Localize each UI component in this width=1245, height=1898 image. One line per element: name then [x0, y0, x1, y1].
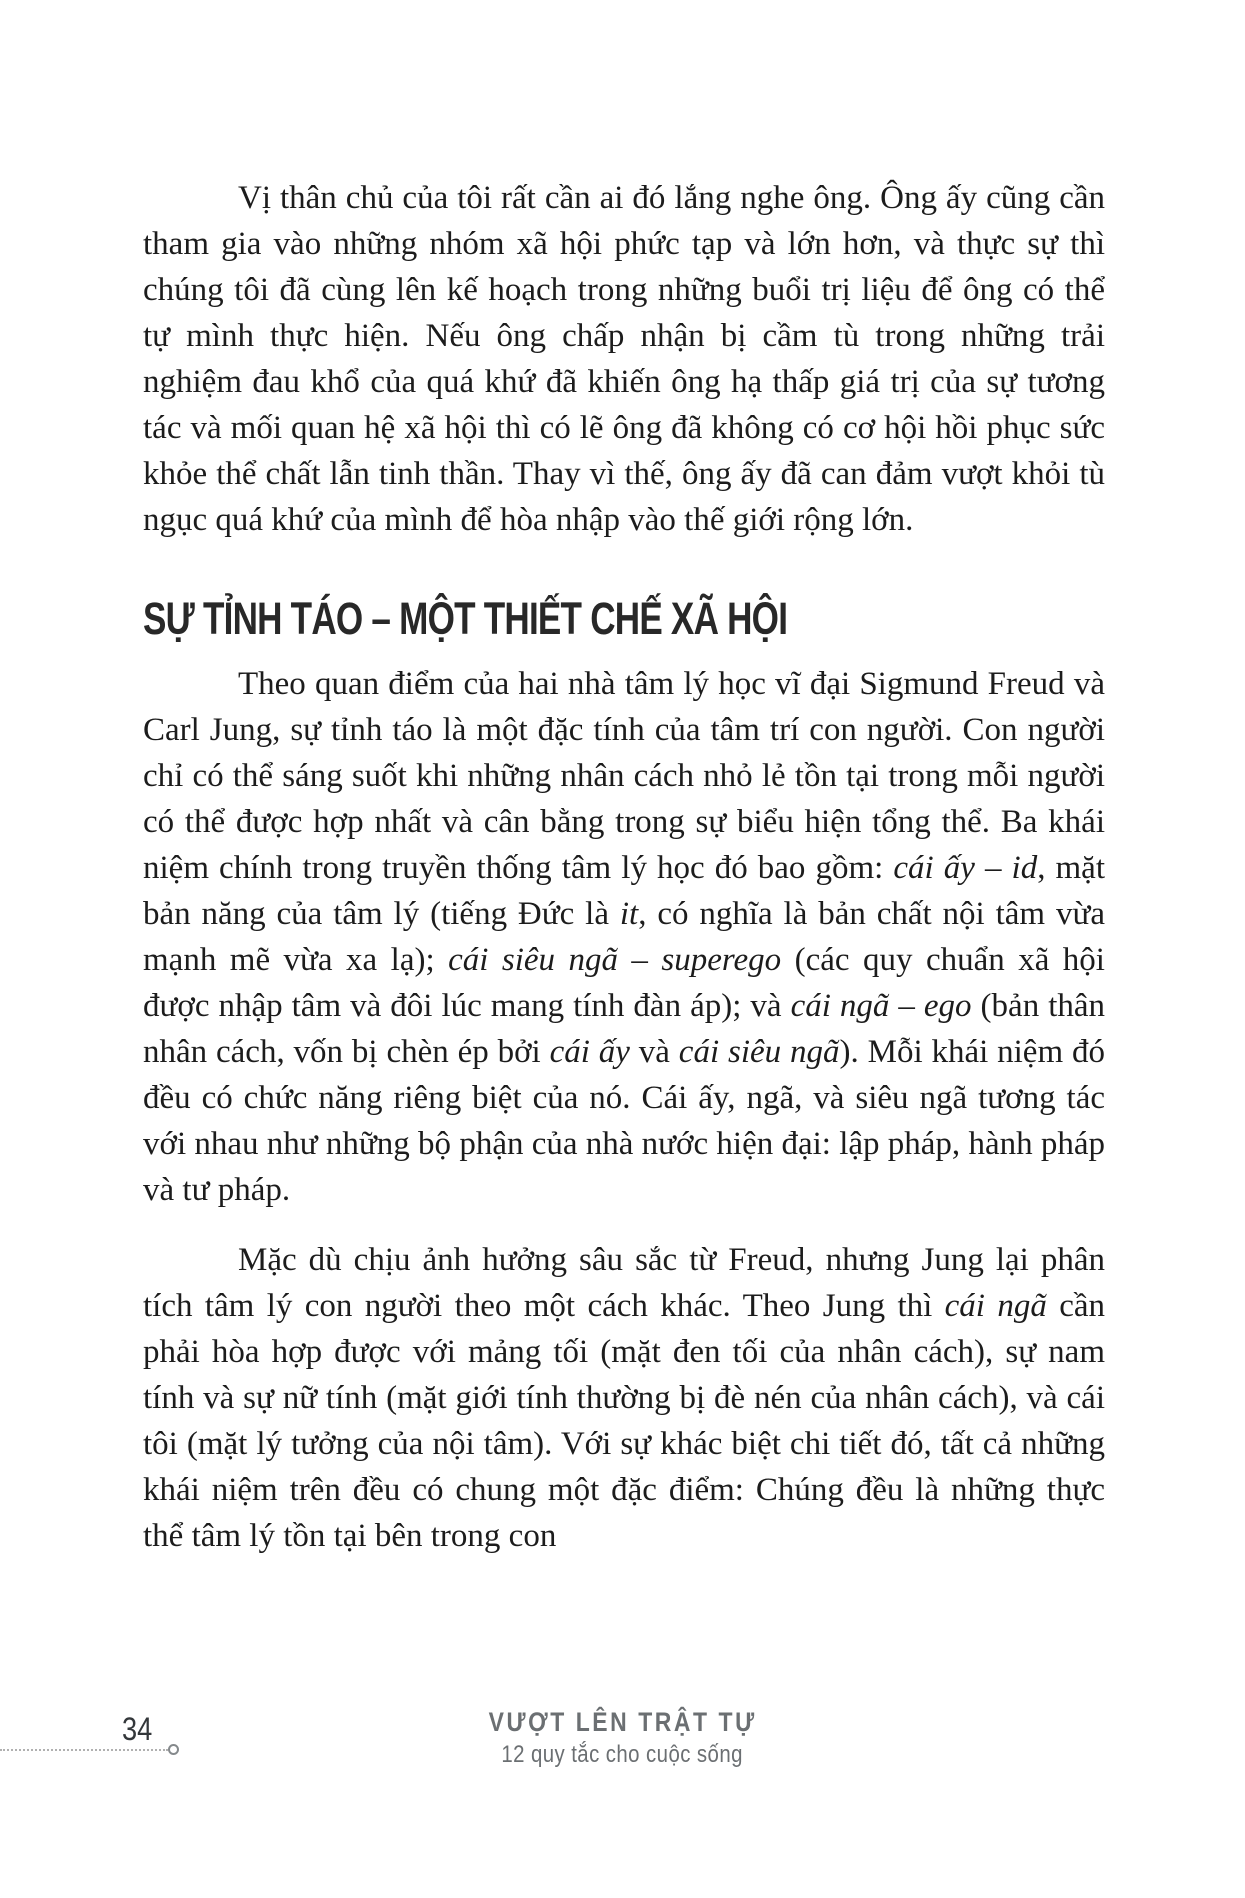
text-run-italic: cái ngã [944, 1288, 1047, 1324]
book-subtitle [0, 1740, 1245, 1770]
page-number: 34 [122, 1711, 153, 1747]
text-run: (các quy chuẩn xã hội được nhập tâm và đôi lúc mang tính đàn áp); và [143, 942, 1105, 1024]
text-run: , mặt bản năng của tâm lý (tiếng Đức là [143, 850, 1105, 932]
text-run: , có nghĩa là bản chất nội tâm vừa mạnh mẽ vừa xa lạ); [143, 896, 1105, 978]
paragraph-2 [143, 661, 1105, 1213]
text-run-italic: cái siêu ngã – superego [448, 942, 782, 978]
text-run-italic: cái ngã – ego [790, 988, 972, 1024]
text-run-italic: it [619, 896, 639, 932]
text-block [143, 175, 1105, 1583]
text-run: Theo quan điểm của hai nhà tâm lý học vĩ đại Sigmund Freud và Carl Jung, sự tỉnh táo là một đặc tính của tâm trí con người. Con người chỉ có thể sáng suốt khi những nhân cách nhỏ lẻ tồn tại trong mỗi người có thể được hợp nhất và cân bằng trong sự biểu hiện tổng thể. Ba khái niệm chính trong truyền thống tâm lý học đó bao gồm: [143, 666, 1105, 886]
section-heading [143, 591, 1105, 655]
book-title [0, 1706, 1245, 1738]
text-run: cần phải hòa hợp được với mảng tối (mặt đen tối của nhân cách), sự nam tính và sự nữ tính (mặt giới tính thường bị đè nén của nhân cách), và cái tôi (mặt lý tưởng của nội tâm). Với sự khác biệt chi tiết đó, tất cả những khái niệm trên đều có chung một đặc điểm: Chúng đều là những thực thể tâm lý tồn tại bên trong con [143, 1288, 1105, 1554]
text-run: ). Mỗi khái niệm đó đều có chức năng riêng biệt của nó. Cái ấy, ngã, và siêu ngã tương tác với nhau như những bộ phận của nhà nước hiện đại: lập pháp, hành pháp và tư pháp. [143, 1034, 1105, 1208]
text-run-italic: cái siêu ngã [678, 1034, 840, 1070]
text-run: và [629, 1034, 679, 1070]
text-run: (bản thân nhân cách, vốn bị chèn ép bởi [143, 988, 1106, 1070]
text-run: Mặc dù chịu ảnh hưởng sâu sắc từ Freud, nhưng Jung lại phân tích tâm lý con người theo một cách khác. Theo Jung thì [143, 1242, 1105, 1324]
section-heading-text: SỰ TỈNH TÁO – MỘT THIẾT CHẾ XÃ HỘI [143, 593, 788, 644]
paragraph-3 [143, 1237, 1105, 1559]
paragraph-1: Vị thân chủ của tôi rất cần ai đó lắng nghe ông. Ông ấy cũng cần tham gia vào những nhóm xã hội phức tạp và lớn hơn, và thực sự thì chúng tôi đã cùng lên kế hoạch trong những buổi trị liệu để ông có thể tự mình thực hiện. Nếu ông chấp nhận bị cầm tù trong những trải nghiệm đau khổ của quá khứ đã khiến ông hạ thấp giá trị của sự tương tác và mối quan hệ xã hội thì có lẽ ông đã không có cơ hội hồi phục sức khỏe thể chất lẫn tinh thần. Thay vì thế, ông ấy đã can đảm vượt khỏi tù ngục quá khứ của mình để hòa nhập vào thế giới rộng lớn. [143, 180, 1105, 538]
book-subtitle-text: 12 quy tắc cho cuộc sống [501, 1741, 744, 1768]
book-title-text: VƯỢT LÊN TRẬT TỰ [488, 1707, 757, 1737]
text-run-italic: cái ấy [549, 1034, 630, 1070]
footer-book-info [0, 1706, 1245, 1770]
text-run-italic: cái ấy – id [893, 850, 1038, 886]
